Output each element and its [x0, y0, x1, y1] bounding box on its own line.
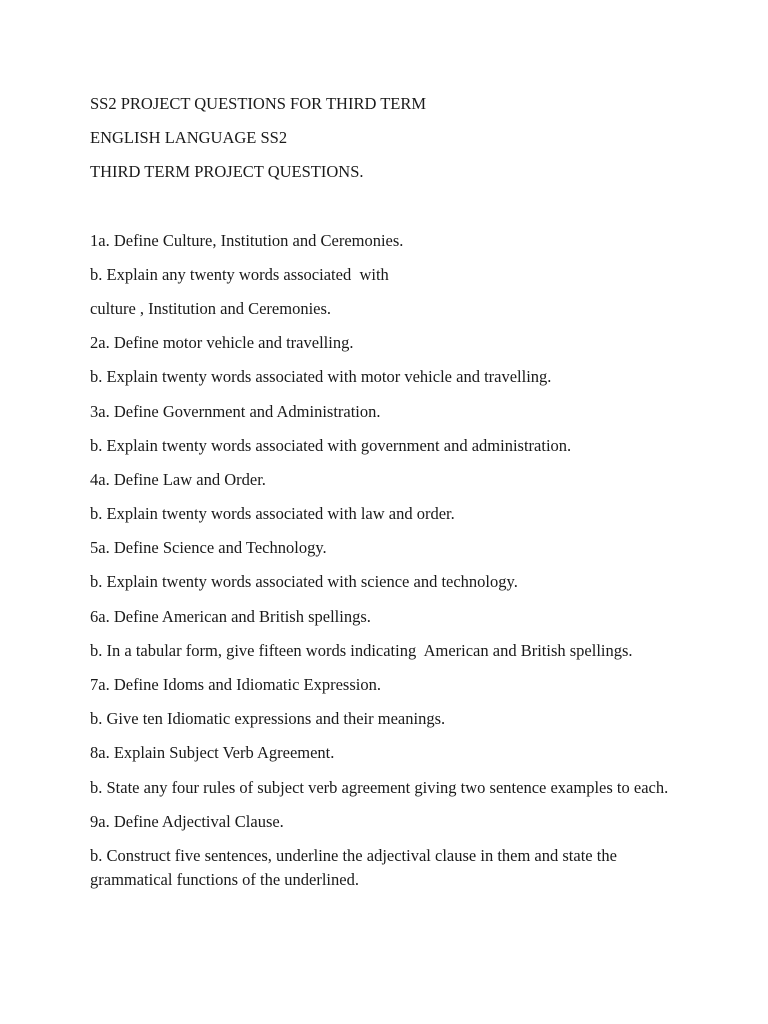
document-content	[90, 92, 690, 902]
document-subtitle: THIRD TERM PROJECT QUESTIONS.	[90, 162, 364, 182]
question-3a: 3a. Define Government and Administration.	[90, 401, 381, 421]
question-6b: b. In a tabular form, give fifteen words indicating American and British spellings.	[90, 640, 633, 660]
question-6a: 6a. Define American and British spellings.	[90, 606, 371, 626]
question-7b: b. Give ten Idiomatic expressions and their meanings.	[90, 709, 446, 729]
question-5b: b. Explain twenty words associated with science and technology.	[90, 572, 518, 592]
question-9b: b. Construct five sentences, underline the adjectival clause in them and state the grammatical functions of the underlined.	[90, 845, 617, 889]
question-9a: 9a. Define Adjectival Clause.	[90, 811, 284, 831]
question-1a: 1a. Define Culture, Institution and Ceremonies.	[90, 230, 404, 250]
document-subject: ENGLISH LANGUAGE SS2	[90, 128, 288, 148]
question-8a: 8a. Explain Subject Verb Agreement.	[90, 743, 335, 763]
question-2b: b. Explain twenty words associated with motor vehicle and travelling.	[90, 367, 552, 387]
question-1b-continued: culture , Institution and Ceremonies.	[90, 298, 332, 318]
document-title: SS2 PROJECT QUESTIONS FOR THIRD TERM	[90, 94, 427, 113]
question-2a: 2a. Define motor vehicle and travelling.	[90, 333, 354, 353]
question-4b: b. Explain twenty words associated with law and order.	[90, 504, 455, 524]
question-4a: 4a. Define Law and Order.	[90, 469, 266, 489]
question-7a: 7a. Define Idoms and Idiomatic Expression.	[90, 675, 381, 694]
question-5a: 5a. Define Science and Technology.	[90, 538, 327, 558]
question-3b: b. Explain twenty words associated with government and administration.	[90, 435, 572, 455]
question-1b: b. Explain any twenty words associated with	[90, 264, 389, 284]
question-8b: b. State any four rules of subject verb agreement giving two sentence examples to each.	[90, 777, 669, 797]
section-spacer	[90, 195, 690, 229]
